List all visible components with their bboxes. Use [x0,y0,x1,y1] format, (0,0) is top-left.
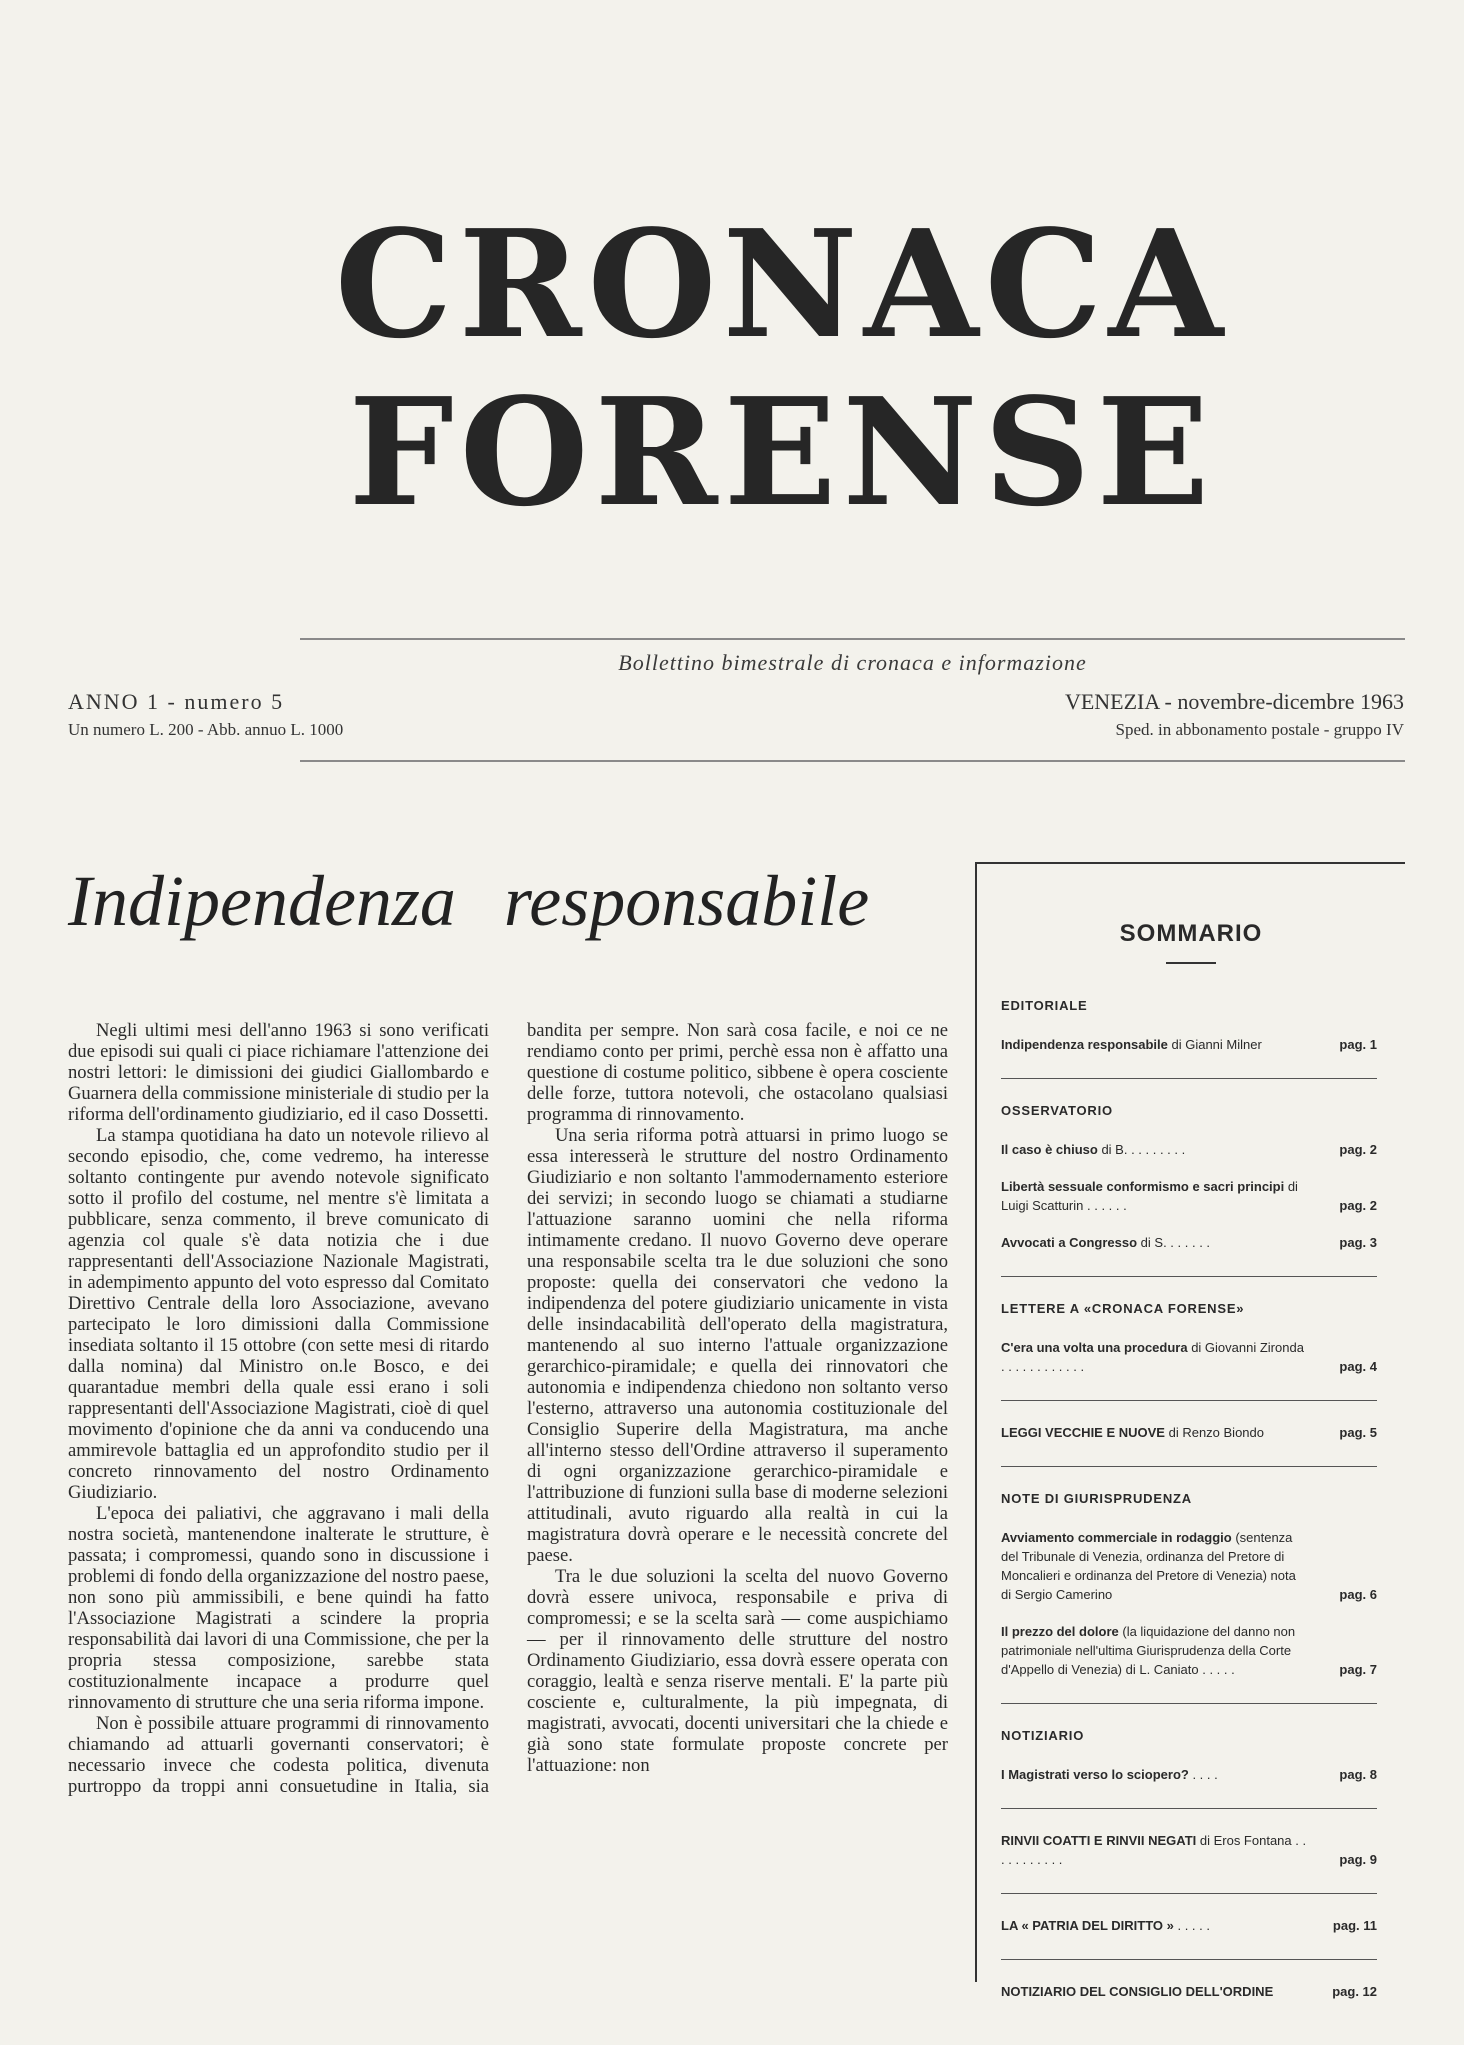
masthead [0,197,1464,539]
sommario-entry [1001,1338,1377,1376]
sommario-entry-text [1001,1528,1377,1604]
sommario-entry-author: di B. . . . . . . . . [1097,1142,1186,1157]
sommario-section-head: LETTERE A «CRONACA FORENSE» [1001,1301,1245,1316]
sommario-entry-author: di Luigi Scatturin . . . . . . [1001,1179,1298,1213]
masthead-line-1: CRONACA [334,197,1230,371]
sommario-entry [1001,1177,1377,1215]
sommario-section-head: NOTIZIARIO [1001,1728,1085,1743]
sommario-entry [1001,1765,1377,1784]
sommario-entry-text [1001,1622,1377,1679]
sommario-entry-page: pag. 9 [1339,1852,1377,1867]
sommario-entry-text [1001,1423,1377,1442]
sommario-entry-text [1001,1035,1377,1054]
sommario-entry-author: . . . . [1188,1767,1218,1782]
article-body [68,1020,948,1797]
sommario-entry [1001,1916,1377,1935]
bottom-rule [300,760,1405,762]
issue-place-date: VENEZIA - novembre-dicembre 1963 [1064,689,1404,714]
sommario-title-dash [1166,962,1216,964]
sommario-entry-page: pag. 3 [1339,1235,1377,1250]
sommario-section [1001,1491,1377,1679]
sommario-entry-author: di Renzo Biondo [1164,1425,1264,1440]
sommario-entry-text [1001,1233,1377,1252]
sommario-entry-title: LA « PATRIA DEL DIRITTO » [1001,1918,1174,1933]
sommario-entry-page: pag. 12 [1332,1984,1377,1999]
sommario-entry [1001,1035,1377,1054]
article-headline: Indipendenza responsabile [68,861,870,941]
sommario-entry-title: Il caso è chiuso [1001,1142,1098,1157]
sommario-entry-title: LEGGI VECCHIE E NUOVE [1001,1425,1165,1440]
sommario-section [1001,1423,1377,1442]
sommario-section [1001,1916,1377,1935]
sommario-entry-title: NOTIZIARIO DEL CONSIGLIO DELL'ORDINE [1001,1984,1274,1999]
sommario-entry-title: RINVII COATTI E RINVII NEGATI [1001,1833,1197,1848]
sommario-entry-author: di Eros Fontana . . . . . . . . . . . [1001,1833,1307,1867]
sommario-separator [1001,1808,1377,1809]
issue-info-left [68,688,343,744]
sommario-separator [1001,1466,1377,1467]
sommario-entry-page: pag. 8 [1339,1767,1377,1782]
article-paragraph: Negli ultimi mesi dell'anno 1963 si sono verificati due episodi sui quali ci piace richiamare l'attenzione dei nostri lettori: le dimissioni dei giudici Giallombardo e Guarnera della commissione ministeriale di studio per la riforma dell'ordinamento giudiziario, ed il caso Dossetti. [68,1020,489,1125]
sommario-entry-page: pag. 2 [1339,1198,1377,1213]
sommario-section [1001,1728,1377,1784]
sommario-entry-title: Avviamento commerciale in rodaggio [1001,1530,1232,1545]
sommario-entry-text [1001,1177,1377,1215]
sommario-section [1001,1103,1377,1252]
sommario-entry-text [1001,1140,1377,1159]
sommario-entry-page: pag. 6 [1339,1587,1377,1602]
sommario-entry-page: pag. 4 [1339,1359,1377,1374]
sommario-section [1001,1982,1377,2001]
sommario-separator [1001,1959,1377,1960]
sommario-entry-title: Avvocati a Congresso [1001,1235,1138,1250]
sommario-separator [1001,1400,1377,1401]
sommario-list [977,998,1405,2001]
sommario-entry [1001,1140,1377,1159]
masthead-line-2: FORENSE [348,365,1216,539]
sommario-entry-text [1001,1982,1377,2001]
sommario-separator [1001,1078,1377,1079]
sommario-entry-page: pag. 2 [1339,1142,1377,1157]
article-paragraph: La stampa quotidiana ha dato un notevole rilievo al secondo episodio, che, come vedremo, ha interesse soltanto contingente pur avendo notevole significato sotto il profilo del costume, nel mentre s'è limitata a pubblicare, senza commento, il breve comunicato di agenzia col quale s'è data notizia che i due rappresentanti dell'Associazione Nazionale Magistrati, in adempimento appunto del voto espresso dal Comitato Direttivo Centrale della loro Associazione, avevano partecipato le loro dimissioni dalla Commissione insediata soltanto il 15 ottobre (con sette mesi di ritardo dalla nomina) dal Ministro on.le Bosco, e dei quarantadue membri della quale essi erano i soli rappresentanti dell'Associazione Magistrati, cioè di quel movimento d'opinione che da anni va conducendo una ammirevole battaglia ed un approfondito studio per il concreto rinnovamento del nostro Ordinamento Giudiziario. [68,1125,489,1503]
sommario-entry [1001,1831,1377,1869]
sommario-section-head: EDITORIALE [1001,998,1088,1013]
sommario-entry-title: C'era una volta una procedura [1001,1340,1188,1355]
sommario-entry [1001,1982,1377,2001]
article-paragraph: L'epoca dei paliativi, che aggravano i mali della nostra società, mantenendone inalterate le strutture, è passata; i compromessi, quando sono in discussione i problemi di fondo della organizzazione del nostro paese, non sono più ammissibili, e bene quindi ha fatto l'Associazione Magistrati a scindere la propria responsabilità dai lavori di una Commissione, che per la propria stessa composizione, sarebbe stata costituzionalmente incapace a produrre quel rinnovamento di strutture che una seria riforma impone. [68,1503,489,1713]
article-paragraph: Tra le due soluzioni la scelta del nuovo Governo dovrà essere univoca, responsabile e priva di compromessi; e se la scelta sarà — come auspichiamo — per il rinnovamento delle strutture del nostro Ordinamento Giudiziario, essa dovrà essere operata con coraggio, lealtà e senza riserve mentali. E' la parte più cosciente e, culturalmente, la più impegnata, di magistrati, avvocati, docenti universitari che la chiede e già sono state formulate proposte concrete per l'attuazione: non [527,1566,948,1776]
sommario-entry-text [1001,1765,1377,1784]
top-rule [300,638,1405,640]
sommario-separator [1001,1276,1377,1277]
sommario-entry-author: (sentenza del Tribunale di Venezia, ordinanza del Pretore di Moncalieri e ordinanza del Pretore di Venezia) nota di Sergio Camerino [1001,1530,1296,1602]
sommario-section [1001,1831,1377,1869]
sommario-separator [1001,1893,1377,1894]
sommario-section-head: NOTE DI GIURISPRUDENZA [1001,1491,1192,1506]
sommario-entry [1001,1233,1377,1252]
sommario-entry-author: di S. . . . . . . [1137,1235,1211,1250]
issue-price: Un numero L. 200 - Abb. annuo L. 1000 [68,720,344,739]
sommario-entry-author: di Giovanni Zironda . . . . . . . . . . . . [1001,1340,1304,1374]
issue-postal: Sped. in abbonamento postale - gruppo IV [1115,720,1404,739]
sommario-entry-author: di Gianni Milner [1167,1037,1262,1052]
sommario-entry [1001,1528,1377,1604]
sommario-entry-page: pag. 11 [1332,1918,1377,1933]
sommario-entry-author: . . . . . [1173,1918,1210,1933]
sommario-entry-page: pag. 1 [1339,1037,1377,1052]
article-paragraph: Una seria riforma potrà attuarsi in primo luogo se essa interesserà le strutture del nostro Ordinamento Giudiziario e non soltanto l'ammodernamento esteriore dei servizi; in secondo luogo se chiamati a studiarne l'attuazione saranno uomini che nella riforma intimamente credano. Il nuovo Governo deve operare una responsabile scelta tra le due soluzioni che sono proposte: quella dei conservatori che vedono la indipendenza del potere giudiziario unicamente in vista delle insindacabilità dell'operato della magistratura, mantenendo al suo interno l'attuale organizzazione gerarchico-piramidale; e quella dei rinnovatori che autonomia e indipendenza chiedono non soltanto verso l'esterno, attraverso una autonomia costituzionale del Consiglio Superire della Magistratura, ma anche all'interno stesso dell'Ordine attraverso il superamento di ogni organizzazione gerarchico-piramidale e l'attribuzione di funzioni sulla base di moderne selezioni attitudinali, avuto riguardo alla realtà in cui la magistratura dovrà operare e le necessità concrete del paese. [527,1125,948,1566]
sommario-entry-title: Libertà sessuale conformismo e sacri principi [1001,1179,1285,1194]
sommario-entry-title: I Magistrati verso lo sciopero? [1001,1767,1189,1782]
issue-info-right [1065,688,1404,744]
sommario-entry [1001,1423,1377,1442]
sommario-section [1001,1301,1377,1376]
sommario-entry-text [1001,1916,1377,1935]
sommario-title: SOMMARIO [1119,920,1263,947]
sommario-entry-author: (la liquidazione del danno non patrimoniale nell'ultima Giurisprudenza della Corte d'Appello di Venezia) di L. Caniato . . . . . [1001,1624,1296,1677]
sommario-box [975,862,1405,1999]
article-paragraph: Non è possibile attuare programmi di rinnovamento chiamando ad attuarli governanti conservatori; è necessario invece che codesta politica, divenuta purtroppo da troppi anni consuetudine in Italia, sia bandita per sempre. Non sarà cosa facile, e noi ce ne rendiamo conto per primi, perchè essa non è affatto una questione di costume politico, sibbene è opera cosciente delle forze, tuttora notevoli, che ostacolano qualsiasi programma di rinnovamento. [68,1020,948,1797]
sommario-entry [1001,1622,1377,1679]
sommario-entry-page: pag. 5 [1339,1425,1377,1440]
sommario-separator [1001,1703,1377,1704]
issue-year-number: ANNO 1 - numero 5 [68,689,285,714]
sommario-entry-title: Il prezzo del dolore [1001,1624,1119,1639]
sommario-section [1001,998,1377,1054]
sommario-entry-page: pag. 7 [1339,1662,1377,1677]
subtitle: Bollettino bimestrale di cronaca e informazione [618,650,1087,675]
sommario-entry-title: Indipendenza responsabile [1001,1037,1168,1052]
sommario-entry-text [1001,1831,1377,1869]
sommario-section-head: OSSERVATORIO [1001,1103,1113,1118]
sommario-entry-text [1001,1338,1377,1376]
